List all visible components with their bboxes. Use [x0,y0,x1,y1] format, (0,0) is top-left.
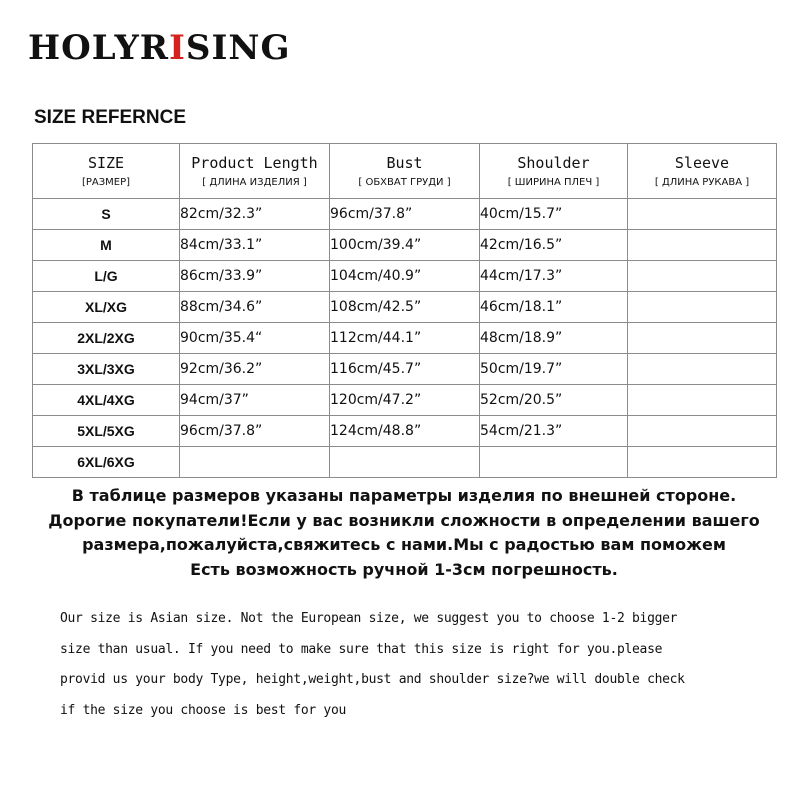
header-bust [330,144,480,199]
header-label: Product Length [191,153,318,172]
header-label: Bust [386,153,423,172]
sleeve-cell [628,447,777,478]
size-cell: M [33,230,180,261]
header-label: Shoulder [517,153,590,172]
length-cell: 86cm/33.9” [180,261,330,292]
table-row [33,261,777,292]
table-row [33,447,777,478]
note-line: В таблице размеров указаны параметры изделия по внешней стороне. [71,486,737,505]
length-cell: 92cm/36.2” [180,354,330,385]
size-cell: 6XL/6XG [33,447,180,478]
table-row [33,292,777,323]
header-label: Sleeve [674,153,730,172]
table-row [33,199,777,230]
length-cell: 84cm/33.1” [180,230,330,261]
shoulder-cell: 52cm/20.5” [480,385,628,416]
sleeve-cell [628,230,777,261]
sleeve-cell [628,323,777,354]
note-line: provid us your body Type, height,weight,bust and shoulder size?we will double check [60,672,685,687]
size-cell: 5XL/5XG [33,416,180,447]
russian-notes [20,484,788,582]
size-cell: 3XL/3XG [33,354,180,385]
length-cell [180,447,330,478]
note-line: Дорогие покупатели!Если у вас возникли сложности в определении вашего [48,510,760,530]
brand-logo [28,28,291,68]
note-line: if the size you choose is best for you [60,702,347,718]
bust-cell: 100cm/39.4” [330,230,480,261]
bust-cell [330,447,480,478]
logo-text-mid: OLYR [61,28,170,68]
length-cell: 94cm/37” [180,385,330,416]
bust-cell: 112cm/44.1” [330,323,480,354]
header-sublabel: [ ОБХВАТ ГРУДИ ] [358,176,451,188]
sleeve-cell [628,199,777,230]
page-title: SIZE REFERNCE [34,107,187,128]
shoulder-cell: 54cm/21.3” [480,416,628,447]
bust-cell: 104cm/40.9” [330,261,480,292]
sleeve-cell [628,261,777,292]
size-cell: 4XL/4XG [33,385,180,416]
bust-cell: 116cm/45.7” [330,354,480,385]
english-notes [60,604,782,726]
bust-cell: 120cm/47.2” [330,385,480,416]
sleeve-cell [628,354,777,385]
size-table [32,143,777,478]
shoulder-cell [480,447,628,478]
shoulder-cell: 50cm/19.7” [480,354,628,385]
table-row [33,416,777,447]
length-cell: 88cm/34.6” [180,292,330,323]
logo-first-letter: H [28,28,62,68]
note-line: Our size is Asian size. Not the European size, we suggest you to choose 1-2 bigger [60,611,678,626]
header-sublabel: [ ДЛИНА РУКАВА ] [654,176,750,188]
header-sublabel: [РАЗМЕР] [81,176,131,188]
shoulder-cell: 44cm/17.3” [480,261,628,292]
bust-cell: 108cm/42.5” [330,292,480,323]
header-label: SIZE [87,153,125,172]
sleeve-cell [628,292,777,323]
size-cell: XL/XG [33,292,180,323]
note-line: Есть возможность ручной 1-3см погрешность. [190,559,618,579]
note-line: размера,пожалуйста,свяжитесь с нами.Мы с радостью вам поможем [82,535,726,554]
header-product-length [180,144,330,199]
logo-text-end: SING [185,28,291,68]
logo-accent-letter: I [169,28,186,68]
shoulder-cell: 42cm/16.5” [480,230,628,261]
size-cell: S [33,199,180,230]
shoulder-cell: 48cm/18.9” [480,323,628,354]
length-cell: 90cm/35.4“ [180,323,330,354]
size-cell: 2XL/2XG [33,323,180,354]
table-row [33,323,777,354]
length-cell: 82cm/32.3” [180,199,330,230]
sleeve-cell [628,385,777,416]
bust-cell: 96cm/37.8” [330,199,480,230]
table-row [33,385,777,416]
header-shoulder [480,144,628,199]
length-cell: 96cm/37.8” [180,416,330,447]
header-sleeve [628,144,777,199]
table-row [33,354,777,385]
header-sublabel: [ ДЛИНА ИЗДЕЛИЯ ] [202,176,307,188]
shoulder-cell: 40cm/15.7” [480,199,628,230]
header-size [33,144,180,199]
shoulder-cell: 46cm/18.1” [480,292,628,323]
bust-cell: 124cm/48.8” [330,416,480,447]
table-header-row [33,144,777,199]
size-cell: L/G [33,261,180,292]
note-line: size than usual. If you need to make sure that this size is right for you.please [60,641,663,657]
sleeve-cell [628,416,777,447]
table-row [33,230,777,261]
header-sublabel: [ ШИРИНА ПЛЕЧ ] [507,176,600,188]
